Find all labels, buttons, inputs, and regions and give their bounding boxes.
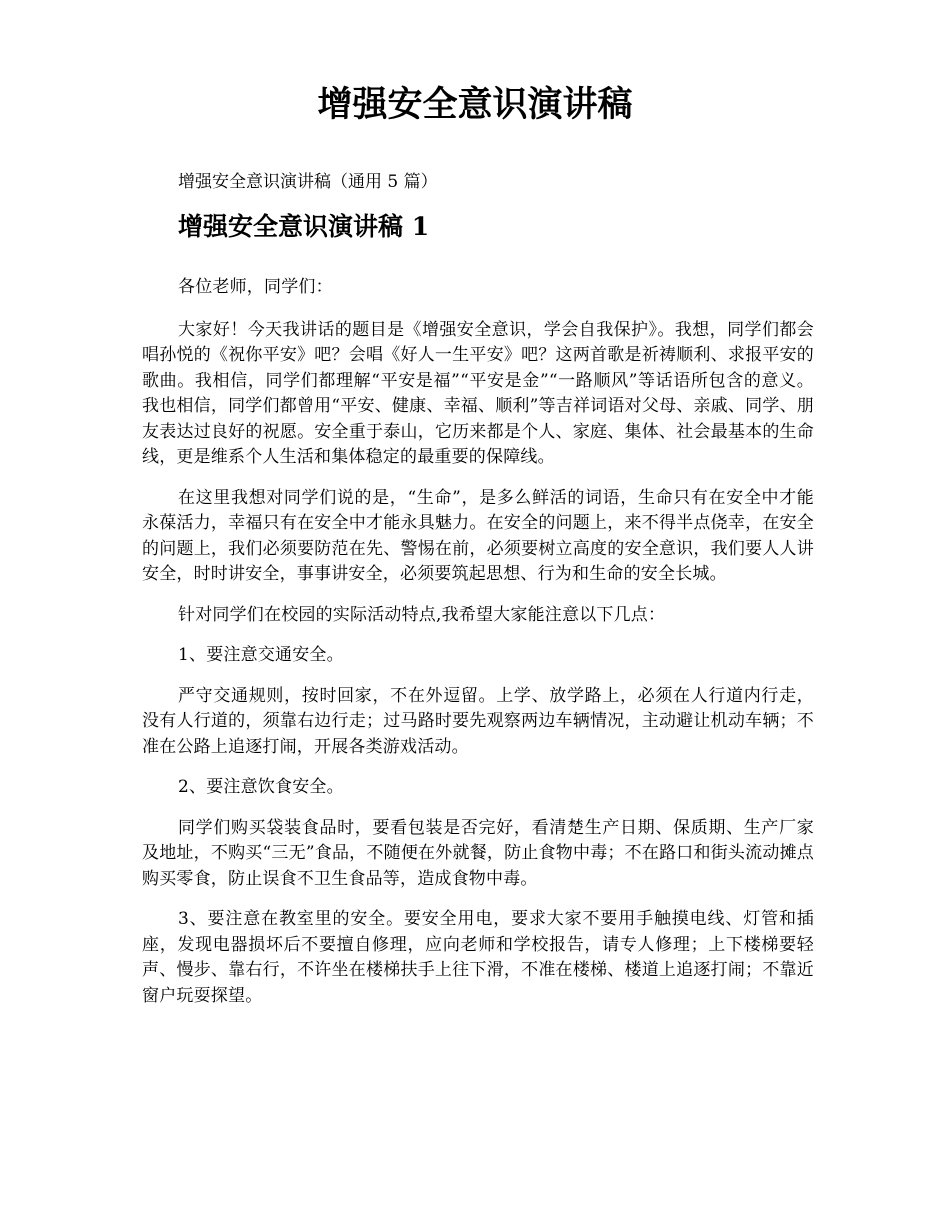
document-body — [142, 275, 814, 1024]
paragraph-point-2-body: 同学们购买袋装食品时，要看包装是否完好，看清楚生产日期、保质期、生产厂家及地址，不购买“三无”食品，不随便在外就餐，防止食物中毒；不在路口和街头流动摊点购买零食，防止误食不卫生食品等，造成食物中毒。 — [142, 817, 814, 889]
paragraph-salutation: 各位老师，同学们： — [178, 277, 333, 297]
document-title: 增强安全意识演讲稿 — [317, 84, 633, 125]
paragraph-intro: 大家好！今天我讲话的题目是《增强安全意识，学会自我保护》。我想，同学们都会唱孙悦的《祝你平安》吧？会唱《好人一生平安》吧？这两首歌是祈祷顺利、求报平安的歌曲。我相信，同学们都理解“平安是福”“平安是金”“一路顺风”等话语所包含的意义。我也相信，同学们都曾用“平安、健康、幸福、顺利”等吉祥词语对父母、亲戚、同学、朋友表达过良好的祝愿。安全重于泰山，它历来都是个人、家庭、集体、社会最基本的生命线，更是维系个人生活和集体稳定的最重要的保障线。 — [142, 319, 814, 467]
paragraph-point-3: 3、要注意在教室里的安全。要安全用电，要求大家不要用手触摸电线、灯管和插座，发现电器损坏后不要擅自修理，应向老师和学校报告，请专人修理；上下楼梯要轻声、慢步、靠右行，不许坐在楼梯扶手上往下滑，不准在楼梯、楼道上追逐打闹；不靠近窗户玩耍探望。 — [142, 909, 814, 1006]
paragraph-point-2-title: 2、要注意饮食安全。 — [178, 777, 344, 797]
paragraph-points-intro: 针对同学们在校园的实际活动特点,我希望大家能注意以下几点： — [178, 604, 666, 625]
section-heading: 增强安全意识演讲稿 1 — [178, 212, 430, 241]
paragraph-point-1-body: 严守交通规则，按时回家，不在外逗留。上学、放学路上，必须在人行道内行走，没有人行道的，须靠右边行走；过马路时要先观察两边车辆情况，主动避让机动车辆；不准在公路上追逐打闹，开展各类游戏活动。 — [142, 685, 814, 757]
document-subtitle: 增强安全意识演讲稿（通用 5 篇） — [178, 172, 438, 192]
paragraph-point-1-title: 1、要注意交通安全。 — [178, 645, 344, 665]
paragraph-life: 在这里我想对同学们说的是，“生命”，是多么鲜活的词语，生命只有在安全中才能永葆活力，幸福只有在安全中才能永具魅力。在安全的问题上，来不得半点侥幸，在安全的问题上，我们必须要防范在先、警惕在前，必须要树立高度的安全意识，我们要人人讲安全，时时讲安全，事事讲安全，必须要筑起思想、行为和生命的安全长城。 — [142, 487, 814, 584]
